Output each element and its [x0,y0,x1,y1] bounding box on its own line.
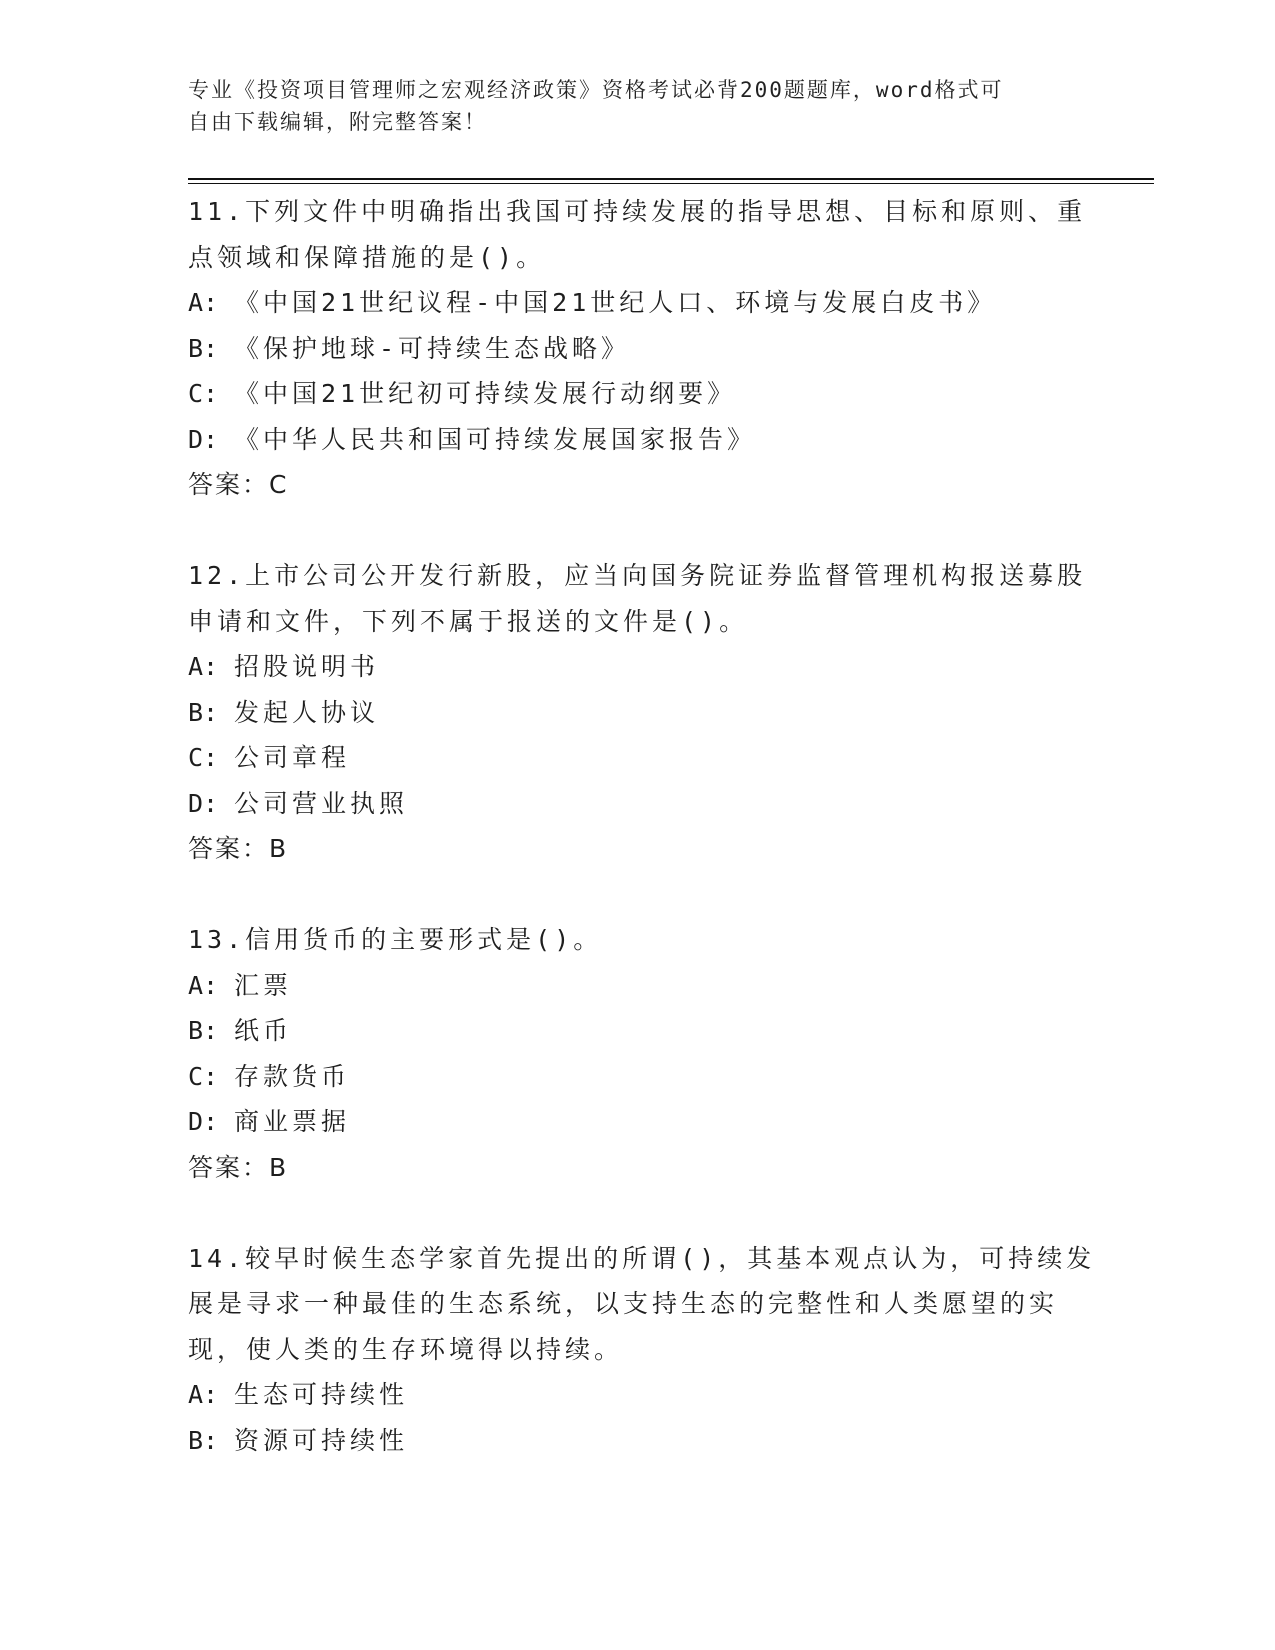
option-d [188,781,1088,827]
option-label: D: [188,1107,219,1136]
option-label: C: [188,1061,219,1091]
question-11 [188,189,1088,508]
option-text: 发起人协议 [234,697,380,727]
option-label: A: [188,1380,219,1409]
question-text-line: 申请和文件，下列不属于报送的文件是()。 [188,606,749,636]
option-text: 公司营业执照 [234,788,409,818]
option-text: 《中华人民共和国可持续发展国家报告》 [234,424,757,454]
option-text: 资源可持续性 [234,1425,409,1455]
option-c [188,371,1088,417]
question-14 [188,1236,1096,1464]
option-c [188,1054,1088,1100]
option-c [188,735,1088,781]
option-text: 存款货币 [234,1061,351,1091]
option-text: 招股说明书 [234,652,380,681]
option-text: 《中国21世纪初可持续发展行动纲要》 [234,379,737,408]
question-text-line: 展是寻求一种最佳的生态系统，以支持生态的完整性和人类愿望的实 [188,1289,1059,1318]
option-label: A: [188,288,219,317]
question-13 [188,917,1088,1190]
answer: 答案：B [188,834,289,863]
answer: 答案：B [188,1152,289,1182]
option-label: B: [188,697,219,727]
option-a [188,963,1088,1009]
option-a [188,1372,1088,1418]
option-text: 汇票 [234,970,293,1000]
question-12 [188,553,1088,872]
option-d [188,1099,1088,1145]
option-label: A: [188,652,219,681]
header-divider-thin [188,183,1154,184]
answer: 答案：C [188,470,289,499]
question-text-line: 11.下列文件中明确指出我国可持续发展的指导思想、目标和原则、重 [188,197,1087,226]
option-b [188,1008,1088,1054]
question-text-line: 13.信用货币的主要形式是()。 [188,925,603,954]
question-text-line: 12.上市公司公开发行新股，应当向国务院证券监督管理机构报送募股 [188,561,1087,590]
question-text-line: 点领域和保障措施的是()。 [188,242,546,272]
option-b [188,690,1088,736]
question-text-line: 14.较早时候生态学家首先提出的所谓()，其基本观点认为，可持续发 [188,1243,1096,1273]
header-line-1: 专业《投资项目管理师之宏观经济政策》资格考试必背200题题库，word格式可 [188,78,1004,102]
question-spacer [188,508,1088,554]
option-text: 商业票据 [234,1107,351,1136]
option-text: 公司章程 [234,743,351,772]
option-text: 《中国21世纪议程-中国21世纪人口、环境与发展白皮书》 [234,288,997,317]
option-label: B: [188,1016,219,1045]
option-label: C: [188,379,219,408]
option-text: 《保护地球-可持续生态战略》 [234,333,631,363]
header-divider-thick [188,178,1154,180]
option-label: B: [188,333,219,363]
question-spacer [188,1190,1088,1236]
question-text-line: 现，使人类的生存环境得以持续。 [188,1334,624,1364]
option-b [188,1418,1088,1464]
option-d [188,417,1088,463]
option-b [188,326,1088,372]
option-label: B: [188,1425,219,1455]
question-list [188,189,1096,1463]
header-line-2: 自由下载编辑，附完整答案！ [188,110,487,134]
question-spacer [188,872,1088,918]
option-label: D: [188,424,219,454]
document-header [188,74,1068,138]
option-label: D: [188,788,219,818]
option-label: A: [188,970,219,1000]
option-label: C: [188,743,219,772]
option-text: 生态可持续性 [234,1380,409,1409]
option-a [188,644,1088,690]
option-text: 纸币 [234,1016,293,1045]
option-a [188,280,1088,326]
